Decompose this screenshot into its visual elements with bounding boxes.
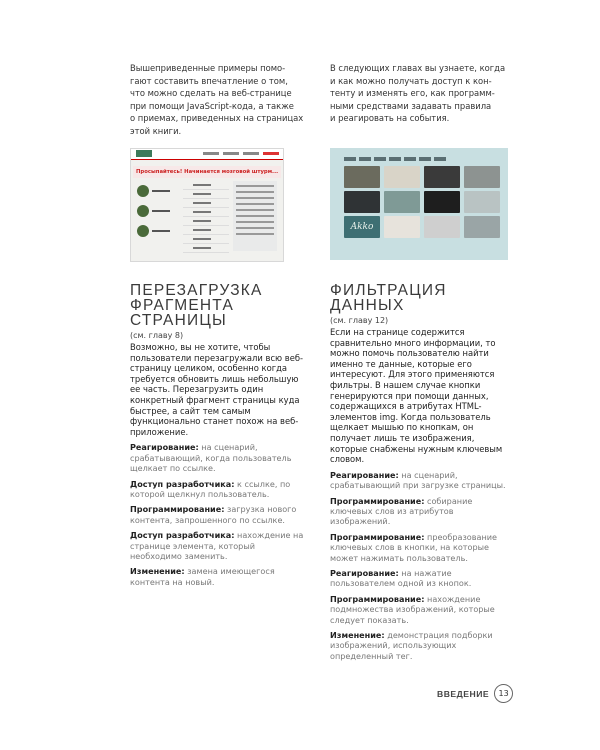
step-item: Изменение: демонстрация подборки изображений, использующих определенный тег. xyxy=(330,630,493,661)
chapter-reference: (см. главу 12) xyxy=(330,316,389,325)
screenshot-person xyxy=(137,205,170,217)
screenshot-person xyxy=(137,185,170,197)
intro-line: тенту и изменять его, как программ- xyxy=(330,88,495,99)
step-item: Доступ разработчика: к ссылке, по которой щелкнул пользователь. xyxy=(130,478,291,499)
intro-line: этой книги. xyxy=(130,125,182,136)
step-item: Реагирование: на сценарий, срабатывающий, когда пользователь щелкает по ссылке. xyxy=(130,442,292,474)
step-item: Доступ разработчика: нахождение на странице элемента, который необходимо заменить. xyxy=(130,530,304,561)
akko-tile: Akko xyxy=(344,216,380,238)
screenshot-schedule xyxy=(183,181,229,253)
title-line: ДАННЫХ xyxy=(330,297,405,314)
section-title xyxy=(330,283,508,313)
intro-line: о приемах, приведенных на страницах xyxy=(130,113,304,124)
page-footer xyxy=(437,684,513,703)
intro-line: что можно сделать на веб-странице xyxy=(130,88,292,99)
avatar xyxy=(137,185,149,197)
section-title xyxy=(130,283,308,328)
title-line: ФИЛЬТРАЦИЯ xyxy=(330,282,447,299)
screenshot-nav xyxy=(203,152,279,155)
data-filter-section xyxy=(330,283,508,661)
section-body: Если на странице содержится сравнительно много информации, то можно помочь пользователю найти именно те данные, которые его интересуют. Для этого применяются фильтры. В нашем случае кнопки генерируются при помощи данных, содержащихся в атрибутах HTML-элементов img. Когда пользователь щелкает мышью по кнопкам, он получает лишь те изображения, которые снабжены нужным ключевым словом. xyxy=(330,327,503,465)
step-item: Программирование: преобразование ключевых слов в кнопки, на которые может нажимать пользователь. xyxy=(330,531,497,563)
filter-gallery-screenshot xyxy=(330,148,508,260)
title-line: ФРАГМЕНТА СТРАНИЦЫ xyxy=(130,297,234,329)
step-item: Программирование: нахождение подмножества изображений, которые следует показать. xyxy=(330,593,495,625)
chapter-label: ВВЕДЕНИЕ xyxy=(437,688,490,699)
page-number: 13 xyxy=(494,684,513,703)
step-item: Реагирование: на нажатие пользователем одной из кнопок. xyxy=(330,567,472,589)
intro-line: Вышеприведенные примеры помо- xyxy=(130,63,286,73)
step-item: Программирование: собирание ключевых слов из атрибутов изображений. xyxy=(330,495,473,527)
intro-line: ными средствами задавать правила xyxy=(330,100,492,111)
intro-line: и как можно получать доступ к кон- xyxy=(330,75,492,86)
title-line: ПЕРЕЗАГРУЗКА xyxy=(130,282,263,299)
logo-icon xyxy=(136,150,152,157)
screenshot-header xyxy=(131,149,283,160)
page-reload-screenshot xyxy=(130,148,284,262)
right-intro xyxy=(330,62,520,125)
step-item: Изменение: замена имеющегося контента на новый. xyxy=(130,566,275,587)
section-body: Возможно, вы не хотите, чтобы пользователи перезагружали всю веб-страницу целиком, особенно когда требуется обновить лишь небольшую ее часть. Перезагрузить один конкретный фрагмент страницы куда быстрее, а сайт тем самым функционально станет похож на веб-приложение. xyxy=(130,342,304,437)
avatar xyxy=(137,205,149,217)
avatar xyxy=(137,225,149,237)
intro-line: гают составить впечатление о том, xyxy=(130,75,288,86)
screenshot-detail-panel xyxy=(233,181,277,251)
intro-line: и реагировать на события. xyxy=(330,113,450,124)
screenshot-banner: Просыпайтесь! Начинается мозговой штурм... xyxy=(133,166,281,178)
intro-line: В следующих главах вы узнаете, когда xyxy=(330,63,506,73)
screenshot-person xyxy=(137,225,170,237)
step-item: Программирование: загрузка нового контента, запрошенного по ссылке. xyxy=(130,504,297,525)
page-reload-section xyxy=(130,283,308,587)
image-grid xyxy=(344,166,500,238)
left-intro xyxy=(130,62,320,138)
chapter-reference: (см. главу 8) xyxy=(130,331,184,340)
intro-line: при помощи JavaScript-кода, а также xyxy=(130,100,294,111)
filter-buttons xyxy=(344,157,446,161)
step-item: Реагирование: на сценарий, срабатывающий при загрузке страницы. xyxy=(330,469,506,491)
